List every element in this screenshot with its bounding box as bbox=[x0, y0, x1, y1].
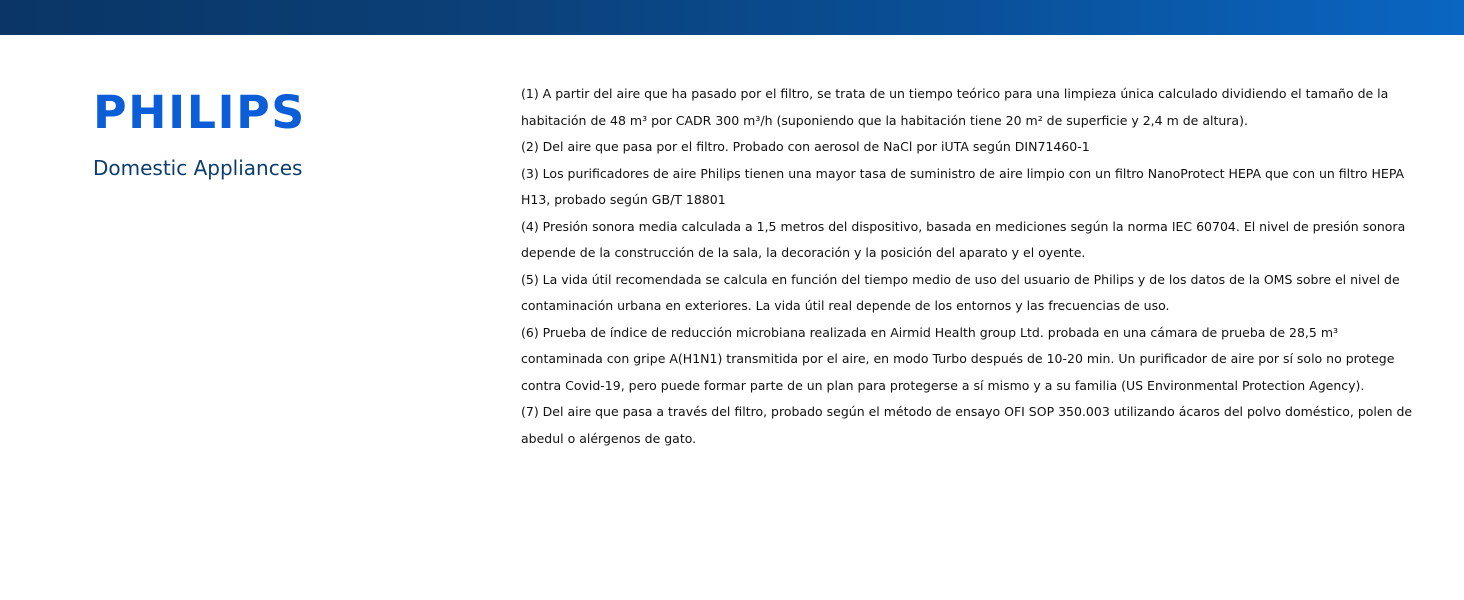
footnote-7: (7) Del aire que pasa a través del filtro, probado según el método de ensayo OFI SOP 350.003 utilizando ácaros del polvo doméstico, polen de abedul o alérgenos de gato. bbox=[521, 404, 1413, 446]
brand-block bbox=[93, 88, 423, 181]
footnote-6: (6) Prueba de índice de reducción microbiana realizada en Airmid Health group Ltd. probada en una cámara de prueba de 28,5 m³ contaminada con gripe A(H1N1) transmitida por el aire, en modo Turbo después de 10-20 min. Un purificador de aire por sí solo no protege contra Covid-19, pero puede formar parte de un plan para protegerse a sí mismo y a su familia (US Environmental Protection Agency). bbox=[521, 324, 1395, 393]
footnote-5: (5) La vida útil recomendada se calcula en función del tiempo medio de uso del usuario de Philips y de los datos de la OMS sobre el nivel de contaminación urbana en exteriores. La vida útil real depende de los entornos y las frecuencias de uso. bbox=[521, 271, 1400, 313]
brand-subtitle: Domestic Appliances bbox=[93, 156, 303, 180]
footnote-2: (2) Del aire que pasa por el filtro. Probado con aerosol de NaCl por iUTA según DIN71460-1 bbox=[521, 139, 1090, 154]
footnotes-list bbox=[521, 81, 1421, 452]
header-bar bbox=[0, 0, 1464, 35]
footnote-3: (3) Los purificadores de aire Philips tienen una mayor tasa de suministro de aire limpio con un filtro NanoProtect HEPA que con un filtro HEPA H13, probado según GB/T 18801 bbox=[521, 165, 1405, 207]
philips-logo: PHILIPS bbox=[93, 86, 306, 139]
footnote-1: (1) A partir del aire que ha pasado por el filtro, se trata de un tiempo teórico para una limpieza única calculado dividiendo el tamaño de la habitación de 48 m³ por CADR 300 m³/h (suponiendo que la habitación tiene 20 m² de superficie y 2,4 m de altura). bbox=[521, 86, 1389, 128]
footnote-4: (4) Presión sonora media calculada a 1,5 metros del dispositivo, basada en mediciones según la norma IEC 60704. El nivel de presión sonora depende de la construcción de la sala, la decoración y la posición del aparato y el oyente. bbox=[521, 218, 1406, 260]
